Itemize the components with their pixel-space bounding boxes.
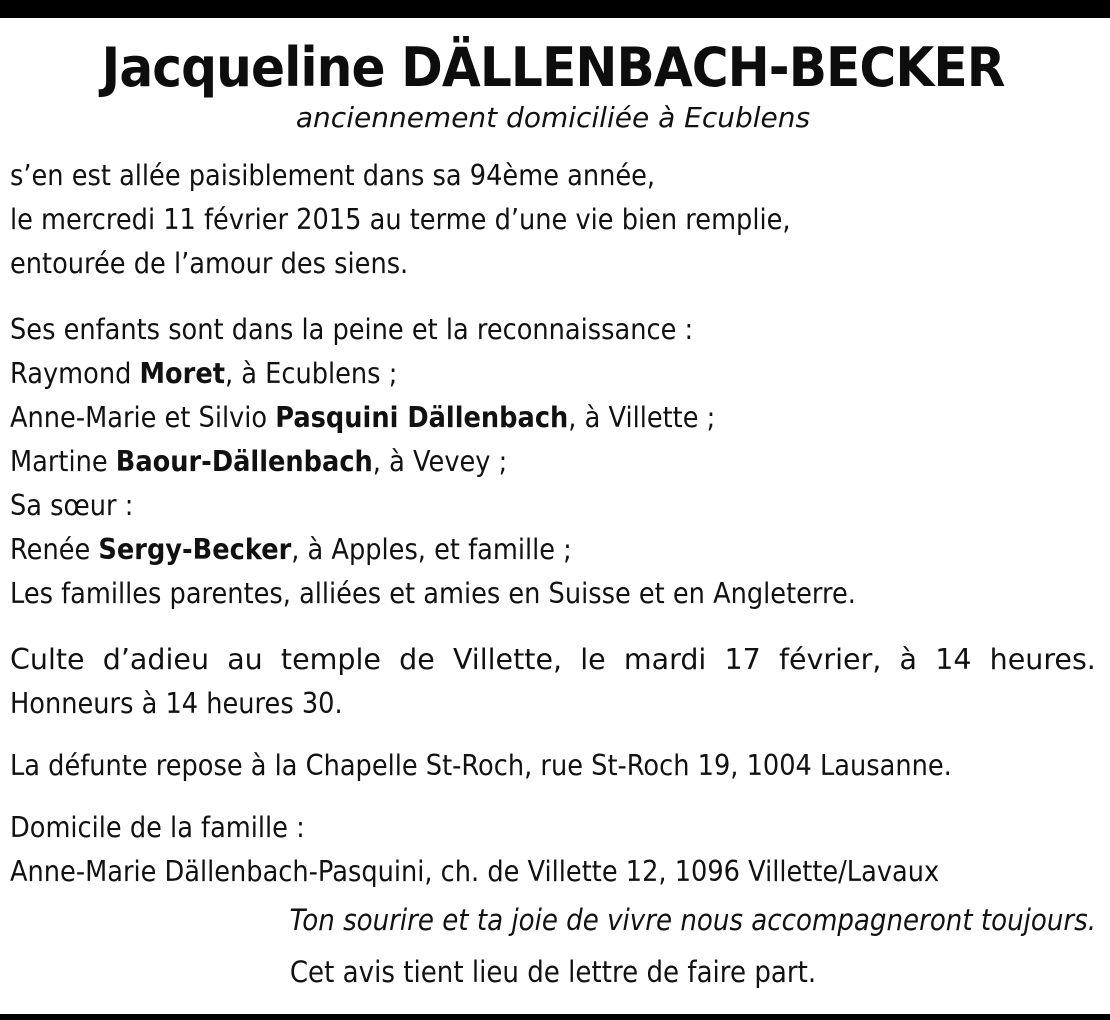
domicile-heading: Domicile de la famille : [10, 811, 305, 844]
member-first-name: Anne-Marie et Silvio [10, 401, 276, 434]
member-place: , à Ecublens ; [224, 357, 398, 390]
member-place: , à Villette ; [568, 401, 716, 434]
ceremony-word: au [227, 643, 263, 676]
family-member-line [10, 528, 987, 572]
member-last-name: Sergy-Becker [98, 533, 292, 566]
intro-line: entourée de l’amour des siens. [10, 247, 409, 280]
top-border-rule [0, 0, 1110, 18]
member-first-name: Martine [10, 445, 116, 478]
member-last-name: Moret [139, 357, 225, 390]
ceremony-word: Culte [10, 643, 85, 676]
ceremony-word: de [399, 643, 435, 676]
ceremony-word: d’adieu [102, 643, 210, 676]
repose-paragraph [10, 744, 987, 788]
ceremony-line [10, 638, 1096, 682]
member-last-name: Baour-Dällenbach [115, 445, 373, 478]
family-member-line [10, 352, 987, 396]
ceremony-line: Honneurs à 14 heures 30. [10, 687, 343, 720]
repose-line: La défunte repose à la Chapelle St-Roch, rue St-Roch 19, 1004 Lausanne. [10, 749, 952, 782]
children-heading: Ses enfants sont dans la peine et la reconnaissance : [10, 313, 694, 346]
family-paragraph [10, 308, 987, 616]
ceremony-word: février, [778, 643, 882, 676]
closing-note: Cet avis tient lieu de lettre de faire part. [289, 955, 817, 989]
bottom-border-rule [0, 1014, 1110, 1020]
ceremony-word: 14 [935, 643, 972, 676]
sister-heading: Sa sœur : [10, 489, 134, 522]
former-residence: anciennement domiciliée à Ecublens [295, 101, 811, 134]
family-member-line [10, 440, 987, 484]
ceremony-word: heures. [989, 643, 1096, 676]
intro-line: le mercredi 11 février 2015 au terme d’une vie bien remplie, [10, 203, 791, 236]
ceremony-word: à [899, 643, 918, 676]
ceremony-word: temple [280, 643, 381, 676]
deceased-name: Jacqueline DÄLLENBACH-BECKER [101, 36, 1005, 99]
obituary-notice [10, 26, 1096, 994]
family-member-line [10, 396, 987, 440]
intro-line: s’en est allée paisiblement dans sa 94ème année, [10, 159, 656, 192]
member-place: , à Vevey ; [372, 445, 508, 478]
ceremony-word: Villette, [452, 643, 563, 676]
domicile-address: Anne-Marie Dällenbach-Pasquini, ch. de Villette 12, 1096 Villette/Lavaux [10, 855, 940, 888]
intro-paragraph [10, 154, 987, 286]
ceremony-paragraph [10, 638, 1096, 726]
domicile-paragraph [10, 806, 987, 894]
memorial-quote: Ton sourire et ta joie de vivre nous accompagneront toujours. [289, 903, 1096, 937]
ceremony-line-wrapper [10, 682, 987, 726]
member-first-name: Raymond [10, 357, 140, 390]
relatives-line: Les familles parentes, alliées et amies en Suisse et en Angleterre. [10, 577, 856, 610]
member-last-name: Pasquini Dällenbach [275, 401, 569, 434]
member-place: , à Apples, et famille ; [291, 533, 572, 566]
ceremony-word: mardi [623, 643, 707, 676]
member-first-name: Renée [10, 533, 99, 566]
ceremony-word: 17 [724, 643, 761, 676]
ceremony-word: le [580, 643, 606, 676]
